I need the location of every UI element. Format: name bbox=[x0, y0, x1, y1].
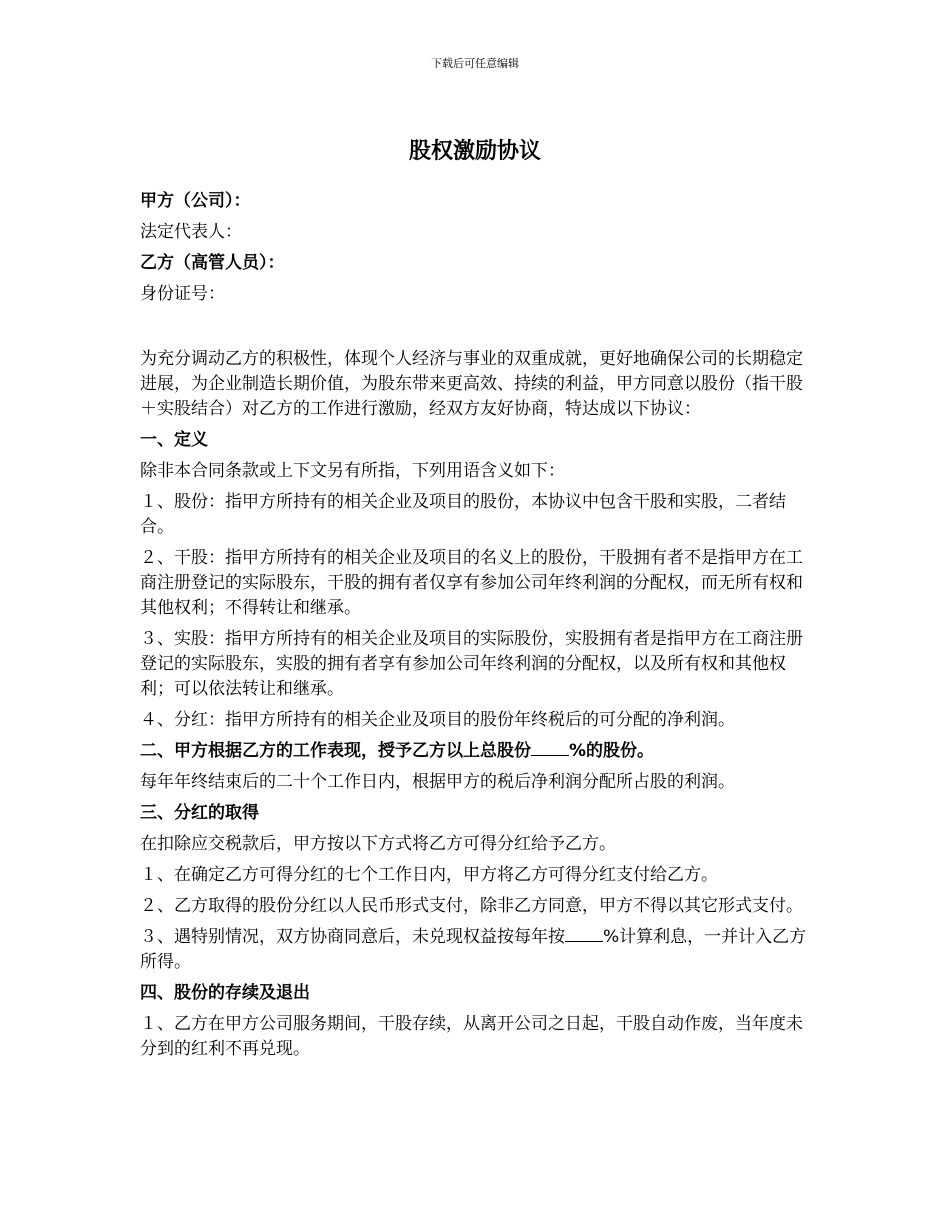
section-4-item-1: １、乙方在甲方公司服务期间，干股存续，从离开公司之日起，干股自动作废，当年度未分到的红利不再兑现。 bbox=[140, 1014, 803, 1059]
section-1-intro: 除非本合同条款或上下文另有所指，下列用语含义如下： bbox=[140, 461, 565, 481]
section-1-heading: 一、定义 bbox=[140, 430, 208, 450]
section-4-heading: 四、股份的存续及退出 bbox=[140, 983, 310, 1003]
party-b-label: 乙方（高管人员）： bbox=[140, 253, 285, 273]
section-3-item-3-pre: ３、遇特别情况，双方协商同意后，未兑现权益按每年按 bbox=[140, 927, 565, 947]
definition-item-shares: １、股份：指甲方所持有的相关企业及项目的股份，本协议中包含干股和实股，二者结合。 bbox=[140, 492, 786, 537]
section-2-text: 每年年终结束后的二十个工作日内，根据甲方的税后净利润分配所占股的利润。 bbox=[140, 772, 735, 792]
section-2-heading bbox=[140, 739, 812, 764]
preamble-paragraph: 为充分调动乙方的积极性，体现个人经济与事业的双重成就，更好地确保公司的长期稳定进展，为企业制造长期价值，为股东带来更高效、持续的利益，甲方同意以股份（指干股＋实股结合）对乙方的工作进行激励，经双方友好协商，特达成以下协议： bbox=[140, 349, 803, 419]
legal-representative-label: 法定代表人： bbox=[140, 222, 242, 242]
document-body bbox=[140, 189, 812, 1068]
party-a-label: 甲方（公司）： bbox=[140, 191, 251, 211]
definition-item-dry-shares: ２、干股：指甲方所持有的相关企业及项目的名义上的股份，干股拥有者不是指甲方在工商注册登记的实际股东，干股的拥有者仅享有参加公司年终利润的分配权，而无所有权和其他权利；不得转让和继承。 bbox=[140, 548, 803, 618]
section-3-item-2: ２、乙方取得的股份分红以人民币形式支付，除非乙方同意，甲方不得以其它形式支付。 bbox=[140, 896, 803, 916]
document-title: 股权激励协议 bbox=[408, 139, 541, 164]
definition-item-dividend: ４、分红：指甲方所持有的相关企业及项目的股份年终税后的可分配的净利润。 bbox=[140, 710, 735, 730]
definition-item-real-shares: ３、实股：指甲方所持有的相关企业及项目的实际股份，实股拥有者是指甲方在工商注册登记的实际股东，实股的拥有者享有参加公司年终利润的分配权，以及所有权和其他权利；可以依法转让和继承。 bbox=[140, 629, 803, 699]
id-number-label: 身份证号： bbox=[140, 284, 225, 304]
header-note: 下载后可任意编辑 bbox=[431, 57, 519, 70]
section-3-item-3-post: %计算利息，一并计入乙方所得。 bbox=[140, 927, 807, 972]
section-2-heading-post: %的股份。 bbox=[569, 741, 655, 761]
interest-rate-blank bbox=[565, 927, 603, 942]
share-percentage-blank bbox=[531, 741, 569, 756]
section-3-item-3 bbox=[140, 925, 812, 975]
section-3-intro: 在扣除应交税款后，甲方按以下方式将乙方可得分红给予乙方。 bbox=[140, 834, 616, 854]
section-2-heading-pre: 二、甲方根据乙方的工作表现，授予乙方以上总股份 bbox=[140, 741, 531, 761]
section-3-heading: 三、分红的取得 bbox=[140, 803, 259, 823]
section-3-item-1: １、在确定乙方可得分红的七个工作日内，甲方将乙方可得分红支付给乙方。 bbox=[140, 865, 718, 885]
